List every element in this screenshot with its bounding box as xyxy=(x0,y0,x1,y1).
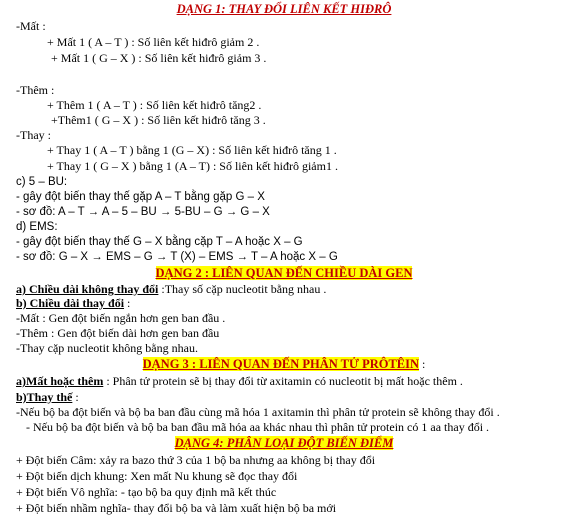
dang4-heading xyxy=(0,436,568,450)
dang2-title: DẠNG 2 : LIÊN QUAN ĐẾN CHIỀU DÀI GEN xyxy=(155,266,413,280)
dang2-line-3: -Thay cặp nucleotit không bằng nhau. xyxy=(16,341,198,355)
dang3-b-text: : xyxy=(75,390,79,404)
dang3-line-1: -Nếu bộ ba đột biến và bộ ba ban đầu cùng mã hóa 1 axitamin thì phân tử protein sẽ không thay đổi . xyxy=(16,405,500,419)
dang4-title: DẠNG 4: PHÂN LOẠI ĐỘT BIẾN ĐIỂM xyxy=(174,436,394,450)
dang3-title-tail: : xyxy=(422,357,426,371)
dang1-mat-label: -Mất : xyxy=(16,19,46,33)
dang2-b-label: b) Chiều dài thay đổi xyxy=(16,296,125,310)
dang1-mat-2: + Mất 1 ( G – X ) : Số liên kết hiđrô giảm 3 . xyxy=(51,51,267,65)
dang1-thay-label: -Thay : xyxy=(16,128,51,142)
dang1-them-2: +Thêm1 ( G – X ) : Số liên kết hiđrô tăng 3 . xyxy=(51,113,266,127)
dang1-d-2: - sơ đồ: G – X → EMS – G → T (X) – EMS → T – A hoặc X – G xyxy=(16,251,338,263)
dang3-a xyxy=(16,375,463,388)
dang2-a xyxy=(16,283,326,296)
dang4-line-1: + Đột biến Câm: xảy ra bazo thứ 3 của 1 bộ ba nhưng aa không bị thay đổi xyxy=(16,453,376,467)
dang1-them-label: -Thêm : xyxy=(16,83,55,97)
dang4-line-4: + Đột biến nhầm nghĩa- thay đổi bộ ba và làm xuất hiện bộ ba mới xyxy=(16,501,337,515)
dang4-line-2: + Đột biến dịch khung: Xen mất Nu khung sẽ đọc thay đổi xyxy=(16,469,298,483)
dang1-d-label: d) EMS: xyxy=(16,221,58,233)
dang1-c-label: c) 5 – BU: xyxy=(16,176,68,188)
dang1-thay-2: + Thay 1 ( G – X ) bằng 1 (A – T) : Số liên kết hiđrô giảm1 . xyxy=(47,159,338,173)
dang2-heading xyxy=(0,266,568,280)
dang3-line-2: - Nếu bộ ba đột biến và bộ ba ban đầu mã hóa aa khác nhau thì phân tử protein có 1 aa thay đổi . xyxy=(26,420,490,434)
dang2-line-2: -Thêm : Gen đột biến dài hơn gen ban đầu xyxy=(16,326,220,340)
dang3-b xyxy=(16,391,79,404)
dang2-b xyxy=(16,297,130,310)
dang3-title: DẠNG 3 : LIÊN QUAN ĐẾN PHÂN TỬ PRÔTÊIN xyxy=(142,357,420,371)
dang1-them-1: + Thêm 1 ( A – T ) : Số liên kết hiđrô tăng2 . xyxy=(47,98,262,112)
dang1-heading xyxy=(0,2,568,16)
dang1-thay-1: + Thay 1 ( A – T ) bằng 1 (G – X) : Số liên kết hiđrô tăng 1 . xyxy=(47,143,337,157)
dang3-heading xyxy=(0,357,568,371)
dang1-c-1: - gây đột biến thay thế gặp A – T bằng gặp G – X xyxy=(16,191,265,203)
dang1-title: DẠNG 1: THAY ĐỔI LIÊN KẾT HIĐRÔ xyxy=(176,2,392,16)
dang1-d-1: - gây đột biến thay thế G – X bằng cặp T – A hoặc X – G xyxy=(16,236,303,248)
dang3-b-label: b)Thay thế xyxy=(16,390,73,404)
dang2-b-text: : xyxy=(127,296,131,310)
dang1-c-2: - sơ đồ: A – T → A – 5 – BU → 5-BU – G → G – X xyxy=(16,206,270,218)
dang2-line-1: -Mất : Gen đột biến ngắn hơn gen ban đầu . xyxy=(16,311,226,325)
dang2-a-text: :Thay số cặp nucleotit bằng nhau . xyxy=(161,282,327,296)
dang3-a-text: : Phân tử protein sẽ bị thay đổi từ axitamin có nucleotit bị mất hoặc thêm . xyxy=(106,374,463,388)
dang3-a-label: a)Mất hoặc thêm xyxy=(16,374,104,388)
dang2-a-label: a) Chiều dài không thay đổi xyxy=(16,282,159,296)
dang1-mat-1: + Mất 1 ( A – T ) : Số liên kết hiđrô giảm 2 . xyxy=(47,35,260,49)
dang4-line-3: + Đột biến Vô nghĩa: - tạo bộ ba quy định mã kết thúc xyxy=(16,485,277,499)
